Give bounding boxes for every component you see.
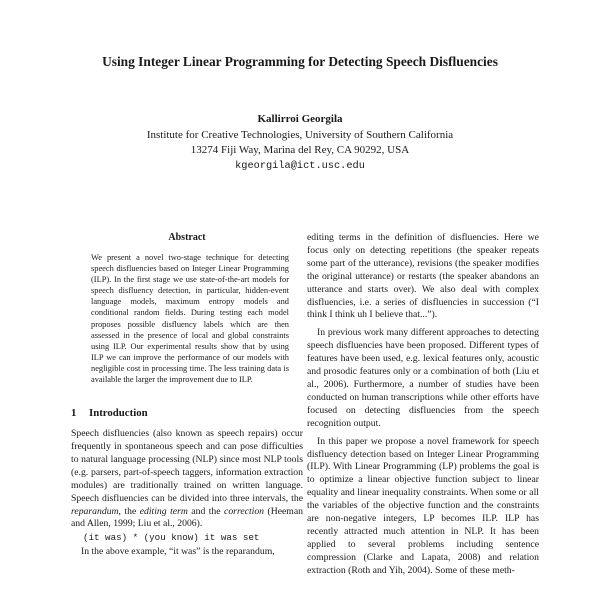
author-affiliation: Institute for Creative Technologies, University of Southern California (146, 128, 454, 141)
author-address: 13274 Fiji Way, Marina del Rey, CA 90292, USA (190, 144, 410, 156)
left-column (71, 232, 303, 559)
section-title: Introduction (89, 407, 148, 420)
abstract-text: We present a novel two-stage technique for detecting speech disfluencies based on Integer Linear Programming (ILP). In the first stage we use state-of-the-art models for speech disfluency detection, in particular, hidden-event language models, maximum entropy models and conditional random fields. During testing each model proposes possible disfluency labels which are then assessed in the presence of local and global constraints using ILP. Our experimental results show that by using ILP we can improve the performance of our models with negligible cost in processing time. The less training data is available the larger the improvement due to ILP. (91, 253, 289, 385)
intro-paragraph-4: In previous work many different approaches to detecting speech disfluencies have been proposed. Different types of features have been used, e.g. lexical features only, acoustic and prosodic features only or a combination of both (Liu et al., 2006). Furthermore, a number of studies have been conducted on human transcriptions while other efforts have focused on detecting disfluencies from the speech recognition output. (307, 327, 539, 429)
intro-paragraph-5: In this paper we propose a novel framework for speech disfluency detection based on Integer Linear Programming (ILP). With Linear Programming (LP) problems the goal is to optimize a linear objective function subject to linear equality and linear inequality constraints. When some or all the variables of the objective function and the constraints are non-negative integers, LP becomes ILP. ILP has recently attracted much attention in NLP. It has been applied to several problems including sentence compression (Clarke and Lapata, 2008) and relation extraction (Roth and Yih, 2004). Some of these meth- (307, 435, 539, 576)
paper-title: Using Integer Linear Programming for Detecting Speech Disfluencies (102, 54, 498, 69)
section-heading-introduction (71, 407, 303, 419)
term-editing-term: editing term (139, 505, 188, 517)
intro-paragraph-1: Speech disfluencies (also known as speech repairs) occur frequently in spontaneous speech and can pose difficulties to natural language processing (NLP) since most NLP tools (e.g. parsers, part-of-speech taggers, information extraction modules) are traditionally trained on written language. Speech disfluencies can be divided into three intervals, the reparandum, the editing term and the correction (Heeman and Allen, 1999; Liu et al., 2006). (71, 428, 303, 530)
term-correction: correction (224, 505, 265, 517)
section-number: 1 (71, 407, 77, 420)
right-column (307, 232, 539, 578)
author-name: Kallirroi Georgila (257, 113, 343, 125)
author-block (0, 112, 600, 174)
term-reparandum: reparandum (71, 505, 119, 517)
disfluency-example: (it was) * (you know) it was set (83, 532, 260, 544)
intro-paragraph-3: editing terms in the definition of disfluencies. Here we focus only on detecting repetitions (the speaker repeats some part of the utterance), revisions (the speaker modifies the original utterance) or restarts (the speaker abandons an utterance and starts over). We also deal with complex disfluencies, i.e. a series of disfluencies in succession (“I think I think uh I believe that...”). (307, 232, 539, 321)
author-email: kgeorgila@ict.usc.edu (235, 159, 365, 172)
abstract-heading: Abstract (168, 232, 206, 243)
intro-paragraph-2: In the above example, “it was” is the reparandum, (81, 546, 275, 558)
